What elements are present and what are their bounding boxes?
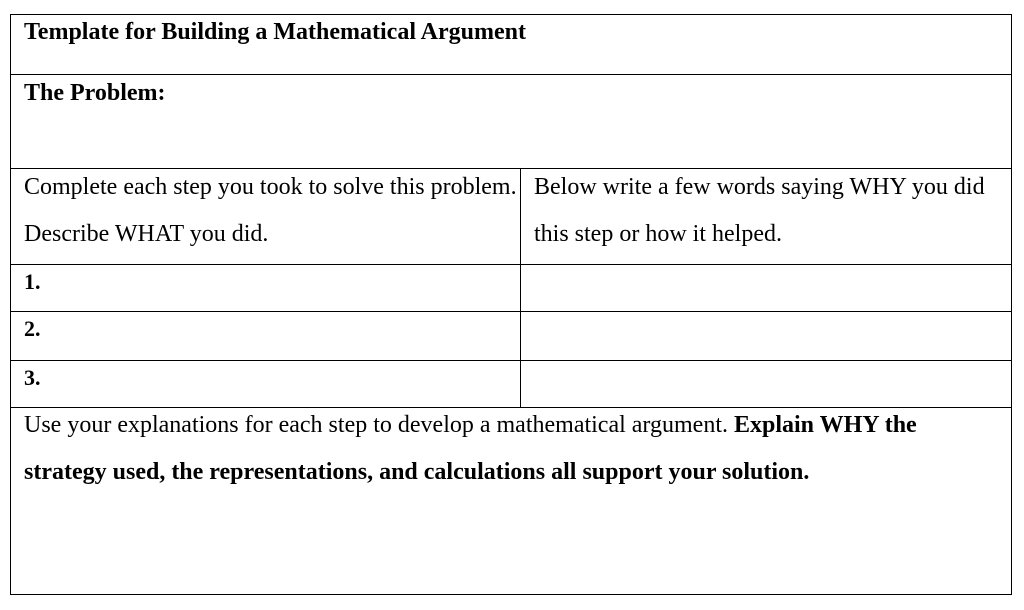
argument-intro: Use your explanations for each step to develop a mathematical argument. — [24, 412, 728, 438]
step-number: 3. — [24, 365, 41, 390]
title-row — [11, 15, 1011, 75]
step-row-2 — [11, 312, 1011, 361]
why-header-cell — [521, 169, 1011, 264]
step-row-3 — [11, 361, 1011, 408]
step-number: 2. — [24, 316, 41, 341]
problem-label: The Problem: — [24, 80, 166, 106]
step-number: 1. — [24, 269, 41, 294]
argument-template-table — [10, 14, 1012, 595]
header-row — [11, 169, 1011, 265]
step-3-why-cell[interactable] — [521, 361, 1011, 407]
what-header-cell — [11, 169, 521, 264]
argument-instructions — [24, 402, 1011, 496]
step-1-what-cell[interactable] — [11, 265, 521, 311]
argument-emphasis: Explain WHY the strategy used, the representations, and calculations all support your solution. — [24, 412, 917, 485]
step-row-1 — [11, 265, 1011, 312]
step-1-why-cell[interactable] — [521, 265, 1011, 311]
template-title: Template for Building a Mathematical Argument — [24, 19, 526, 45]
problem-row[interactable] — [11, 75, 1011, 169]
why-header: Below write a few words saying WHY you did this step or how it helped. — [534, 174, 985, 247]
step-2-what-cell[interactable] — [11, 312, 521, 360]
argument-row[interactable] — [11, 408, 1011, 594]
step-3-what-cell[interactable] — [11, 361, 521, 407]
what-header: Complete each step you took to solve this problem. Describe WHAT you did. — [24, 174, 517, 247]
step-2-why-cell[interactable] — [521, 312, 1011, 360]
